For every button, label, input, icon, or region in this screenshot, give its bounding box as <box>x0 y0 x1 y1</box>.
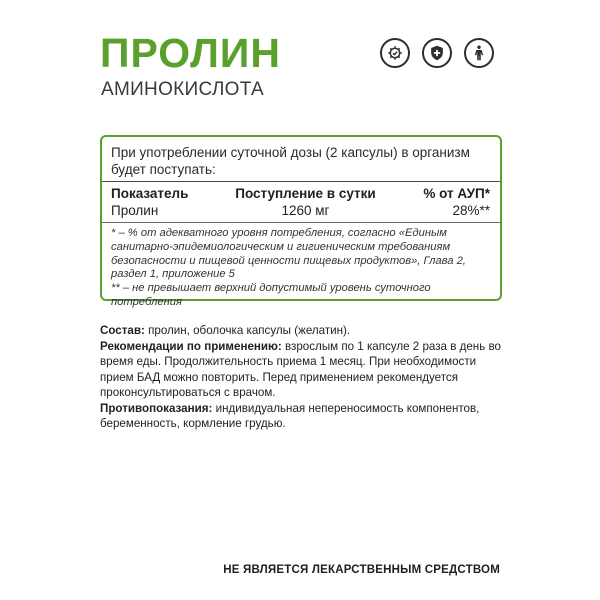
column-indicator: Показатель <box>111 186 189 201</box>
footnote-2: ** – не превышает верхний допустимый уровень суточного потребления <box>111 282 431 308</box>
product-subtitle: АМИНОКИСЛОТА <box>101 79 264 100</box>
footnotes <box>111 227 490 310</box>
contraindications-text: индивидуальная непереносимость компонентов, беременность, кормление грудью. <box>100 401 480 430</box>
column-percent: % от АУП* <box>423 186 490 201</box>
contraindications-paragraph <box>100 401 502 432</box>
composition-text: пролин, оболочка капсулы (желатин). <box>144 324 351 337</box>
product-title: ПРОЛИН <box>100 30 281 76</box>
badge-row <box>380 38 494 68</box>
intake-intro: При употреблении суточной дозы (2 капсулы) в организм будет поступать: <box>111 145 470 177</box>
product-info <box>100 323 502 432</box>
ingredient-amount: 1260 мг <box>281 203 330 218</box>
human-figure-icon <box>464 38 494 68</box>
daily-intake-panel <box>100 135 502 308</box>
shield-plus-icon <box>422 38 452 68</box>
gear-check-icon <box>380 38 410 68</box>
not-medicine-disclaimer: НЕ ЯВЛЯЕТСЯ ЛЕКАРСТВЕННЫМ СРЕДСТВОМ <box>223 564 500 576</box>
intake-row <box>111 202 490 219</box>
ingredient-name: Пролин <box>111 203 159 218</box>
intake-divider <box>102 181 500 182</box>
footnote-1: * – % от адекватного уровня потребления, согласно «Единым санитарно-эпидемиологическим и гигиеническим требованиям безопасности и пищевой ценности пищевых продуктов», Глава 2, раздел 1, приложение 5 <box>111 227 466 281</box>
contraindications-label: Противопоказания: <box>100 401 213 415</box>
composition-paragraph <box>100 323 502 339</box>
usage-paragraph <box>100 339 502 401</box>
ingredient-percent: 28%** <box>452 203 490 218</box>
notes-divider <box>102 222 500 223</box>
usage-label: Рекомендации по применению: <box>100 339 282 353</box>
usage-text: взрослым по 1 капсуле 2 раза в день во время еды. Продолжительность приема 1 месяц. При необходимости прием БАД можно повторить. Перед применением рекомендуется проконсультироваться с врачом. <box>100 339 501 399</box>
column-daily-amount: Поступление в сутки <box>235 186 376 201</box>
composition-label: Состав: <box>100 324 145 337</box>
intake-header-row <box>111 185 490 202</box>
